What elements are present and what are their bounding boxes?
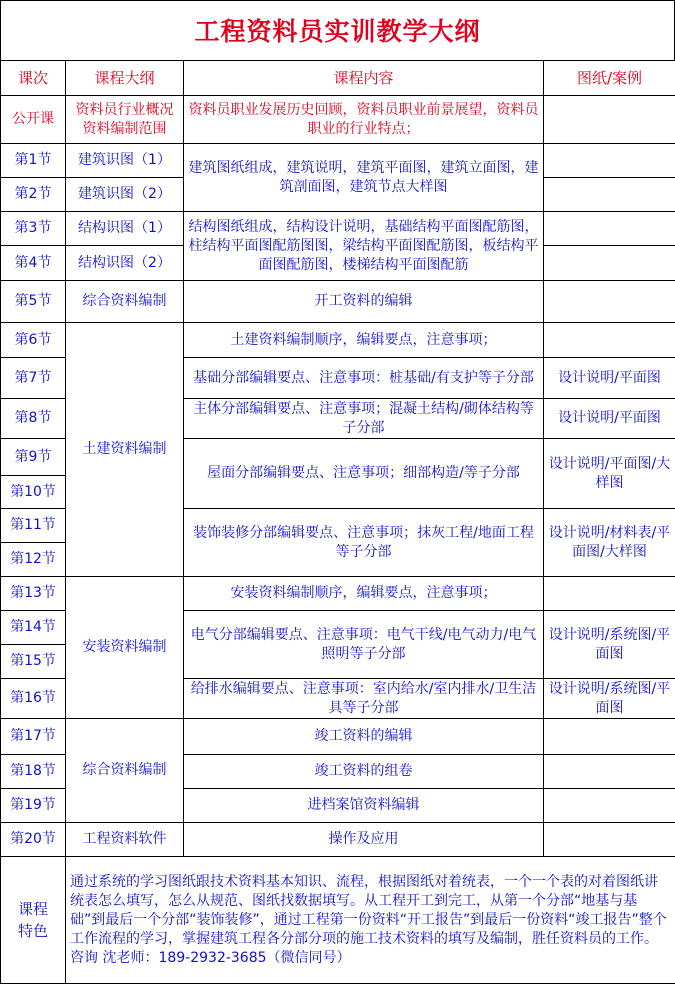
header-outline: 课程大纲 bbox=[66, 61, 184, 96]
syllabus-table bbox=[0, 60, 675, 984]
drawings-cell bbox=[544, 719, 675, 755]
outline-cell: 资料员行业概况资料编制范围 bbox=[66, 96, 184, 144]
drawings-cell: 设计说明/平面图 bbox=[544, 399, 675, 439]
table-row bbox=[1, 719, 675, 755]
outline-cell: 建筑识图（1） bbox=[66, 144, 184, 178]
session-cell: 第9节 bbox=[1, 439, 66, 476]
session-cell: 第10节 bbox=[1, 476, 66, 509]
outline-cell: 建筑识图（2） bbox=[66, 178, 184, 212]
session-cell: 第4节 bbox=[1, 246, 66, 281]
feature-label: 课程特色 bbox=[1, 857, 66, 984]
outline-cell: 综合资料编制 bbox=[66, 719, 184, 823]
content-cell: 给排水编辑要点、注意事项：室内给水/室内排水/卫生洁具等子分部 bbox=[184, 679, 544, 719]
content-cell: 开工资料的编辑 bbox=[184, 281, 544, 323]
session-cell: 公开课 bbox=[1, 96, 66, 144]
content-cell: 竣工资料的编辑 bbox=[184, 719, 544, 755]
drawings-cell bbox=[544, 823, 675, 857]
table-row bbox=[1, 96, 675, 144]
drawings-cell bbox=[544, 178, 675, 212]
table-row bbox=[1, 577, 675, 611]
document-title: 工程资料员实训教学大纲 bbox=[0, 0, 675, 60]
session-cell: 第3节 bbox=[1, 212, 66, 246]
drawings-cell bbox=[544, 212, 675, 246]
contact-info: 咨询 沈老师：189-2932-3685（微信同号） bbox=[70, 949, 351, 966]
drawings-cell bbox=[544, 323, 675, 358]
outline-cell: 工程资料软件 bbox=[66, 823, 184, 857]
content-cell: 进档案馆资料编辑 bbox=[184, 789, 544, 823]
table-row bbox=[1, 323, 675, 358]
outline-cell: 结构识图（1） bbox=[66, 212, 184, 246]
drawings-cell bbox=[544, 281, 675, 323]
session-cell: 第8节 bbox=[1, 399, 66, 439]
outline-cell: 结构识图（2） bbox=[66, 246, 184, 281]
drawings-cell bbox=[544, 144, 675, 178]
drawings-cell: 设计说明/平面图/大样图 bbox=[544, 439, 675, 509]
header-content: 课程内容 bbox=[184, 61, 544, 96]
session-cell: 第20节 bbox=[1, 823, 66, 857]
drawings-cell bbox=[544, 789, 675, 823]
feature-text-cell bbox=[66, 857, 675, 984]
session-cell: 第16节 bbox=[1, 679, 66, 719]
header-row bbox=[1, 61, 675, 96]
drawings-cell bbox=[544, 577, 675, 611]
table-row bbox=[1, 212, 675, 246]
content-cell: 竣工资料的组卷 bbox=[184, 755, 544, 789]
drawings-cell: 设计说明/系统图/平面图 bbox=[544, 611, 675, 679]
session-cell: 第7节 bbox=[1, 358, 66, 399]
session-cell: 第12节 bbox=[1, 543, 66, 577]
content-cell: 主体分部编辑要点、注意事项；混凝土结构/砌体结构等子分部 bbox=[184, 399, 544, 439]
session-cell: 第6节 bbox=[1, 323, 66, 358]
session-cell: 第15节 bbox=[1, 645, 66, 679]
table-row bbox=[1, 823, 675, 857]
content-cell: 装饰装修分部编辑要点、注意事项；抹灰工程/地面工程等子分部 bbox=[184, 509, 544, 577]
drawings-cell: 设计说明/材料表/平面图/大样图 bbox=[544, 509, 675, 577]
table-row bbox=[1, 281, 675, 323]
session-cell: 第19节 bbox=[1, 789, 66, 823]
drawings-cell: 设计说明/平面图 bbox=[544, 358, 675, 399]
feature-row bbox=[1, 857, 675, 984]
content-cell: 操作及应用 bbox=[184, 823, 544, 857]
drawings-cell bbox=[544, 246, 675, 281]
content-cell: 土建资料编制顺序，编辑要点，注意事项； bbox=[184, 323, 544, 358]
session-cell: 第14节 bbox=[1, 611, 66, 645]
content-cell: 建筑图纸组成，建筑说明，建筑平面图，建筑立面图，建筑剖面图，建筑节点大样图 bbox=[184, 144, 544, 212]
session-cell: 第5节 bbox=[1, 281, 66, 323]
session-cell: 第2节 bbox=[1, 178, 66, 212]
content-cell: 基础分部编辑要点、注意事项：桩基础/有支护等子分部 bbox=[184, 358, 544, 399]
table-row bbox=[1, 144, 675, 178]
outline-cell: 安装资料编制 bbox=[66, 577, 184, 719]
session-cell: 第13节 bbox=[1, 577, 66, 611]
header-drawings: 图纸/案例 bbox=[544, 61, 675, 96]
content-cell: 结构图纸组成，结构设计说明，基础结构平面图配筋图，柱结构平面图配筋图图，梁结构平面图配筋图，板结构平面图配筋图，楼梯结构平面图配筋 bbox=[184, 212, 544, 281]
outline-cell: 综合资料编制 bbox=[66, 281, 184, 323]
content-cell: 电气分部编辑要点、注意事项：电气干线/电气动力/电气照明等子分部 bbox=[184, 611, 544, 679]
session-cell: 第18节 bbox=[1, 755, 66, 789]
session-cell: 第1节 bbox=[1, 144, 66, 178]
content-cell: 屋面分部编辑要点、注意事项；细部构造/等子分部 bbox=[184, 439, 544, 509]
content-cell: 安装资料编制顺序，编辑要点，注意事项； bbox=[184, 577, 544, 611]
content-cell: 资料员职业发展历史回顾，资料员职业前景展望，资料员职业的行业特点； bbox=[184, 96, 544, 144]
session-cell: 第17节 bbox=[1, 719, 66, 755]
session-cell: 第11节 bbox=[1, 509, 66, 543]
drawings-cell bbox=[544, 96, 675, 144]
outline-cell: 土建资料编制 bbox=[66, 323, 184, 577]
drawings-cell: 设计说明/系统图/平面图 bbox=[544, 679, 675, 719]
drawings-cell bbox=[544, 755, 675, 789]
header-session: 课次 bbox=[1, 61, 66, 96]
feature-text: 通过系统的学习图纸跟技术资料基本知识、流程，根据图纸对着统表，一个一个表的对着图纸讲统表怎么填写，怎么从规范、图纸找数据填写。从工程开工到完工，从第一个分部“地基与基础”到最后一个分部“装饰装修”，通过工程第一份资料“开工报告”到最后一份资料“竣工报告”整个工作流程的学习，掌握建筑工程各分部分项的施工技术资料的填写及编制，胜任资料员的工作。 bbox=[70, 873, 667, 947]
